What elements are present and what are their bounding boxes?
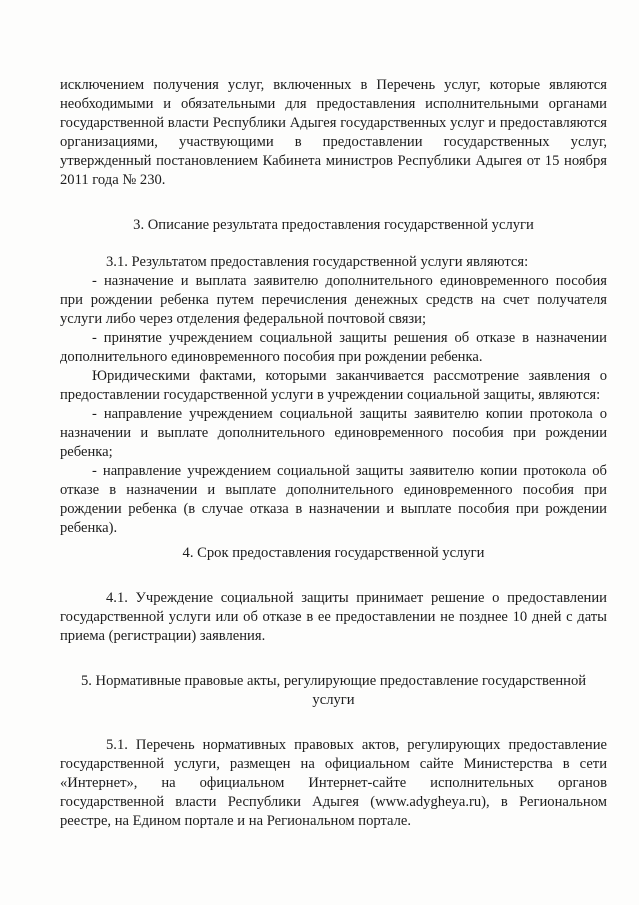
section-3-bullet-4: - направление учреждением социальной защиты заявителю копии протокола об отказе в назначении и выплате дополнительного единовременного пособия при рождении ребенка (в случае отказа в назначении и выплате пособия при рождении ребенка). [60, 463, 607, 536]
section-3-heading: 3. Описание результата предоставления государственной услуги [133, 217, 534, 233]
section-5-heading: 5. Нормативные правовые акты, регулирующие предоставление государственной услуги [80, 673, 587, 708]
section-3-bullet-1: - назначение и выплата заявителю дополнительного единовременного пособия при рождении ребенка путем перечисления денежных средств на счет получателя услуги либо через отделения федеральной почтовой связи; [60, 273, 607, 327]
section-4-1-paragraph: 4.1. Учреждение социальной защиты принимает решение о предоставлении государственной услуги или об отказе в ее предоставлении не позднее 10 дней с даты приема (регистрации) заявления. [60, 590, 607, 644]
section-3-bullet-3: - направление учреждением социальной защиты заявителю копии протокола о назначении и выплате дополнительного единовременного пособия при рождении ребенка; [60, 406, 607, 460]
section-5-1-paragraph: 5.1. Перечень нормативных правовых актов, регулирующих предоставление государственной услуги, размещен на официальном сайте Министерства в сети «Интернет», на официальном Интернет-сайте исполнительных органов государственной власти Республики Адыгея (www.adygheya.ru), в Региональном реестре, на Едином портале и на Региональном портале. [60, 737, 607, 829]
section-4-heading: 4. Срок предоставления государственной услуги [182, 545, 485, 561]
section-3-legal-facts-paragraph: Юридическими фактами, которыми заканчивается рассмотрение заявления о предоставлении государственной услуги в учреждении социальной защиты, являются: [60, 368, 607, 403]
intro-paragraph: исключением получения услуг, включенных в Перечень услуг, которые являются необходимыми и обязательными для предоставления исполнительными органами государственной власти Республики Адыгея государственных услуг и предоставляются организациями, участвующими в предоставлении государственных услуг, утвержденный постановлением Кабинета министров Республики Адыгея от 15 ноября 2011 года № 230. [60, 77, 607, 188]
section-3-1-paragraph: 3.1. Результатом предоставления государственной услуги являются: [106, 254, 529, 270]
section-3-bullet-2: - принятие учреждением социальной защиты решения об отказе в назначении дополнительного единовременного пособия при рождении ребенка. [60, 330, 607, 365]
